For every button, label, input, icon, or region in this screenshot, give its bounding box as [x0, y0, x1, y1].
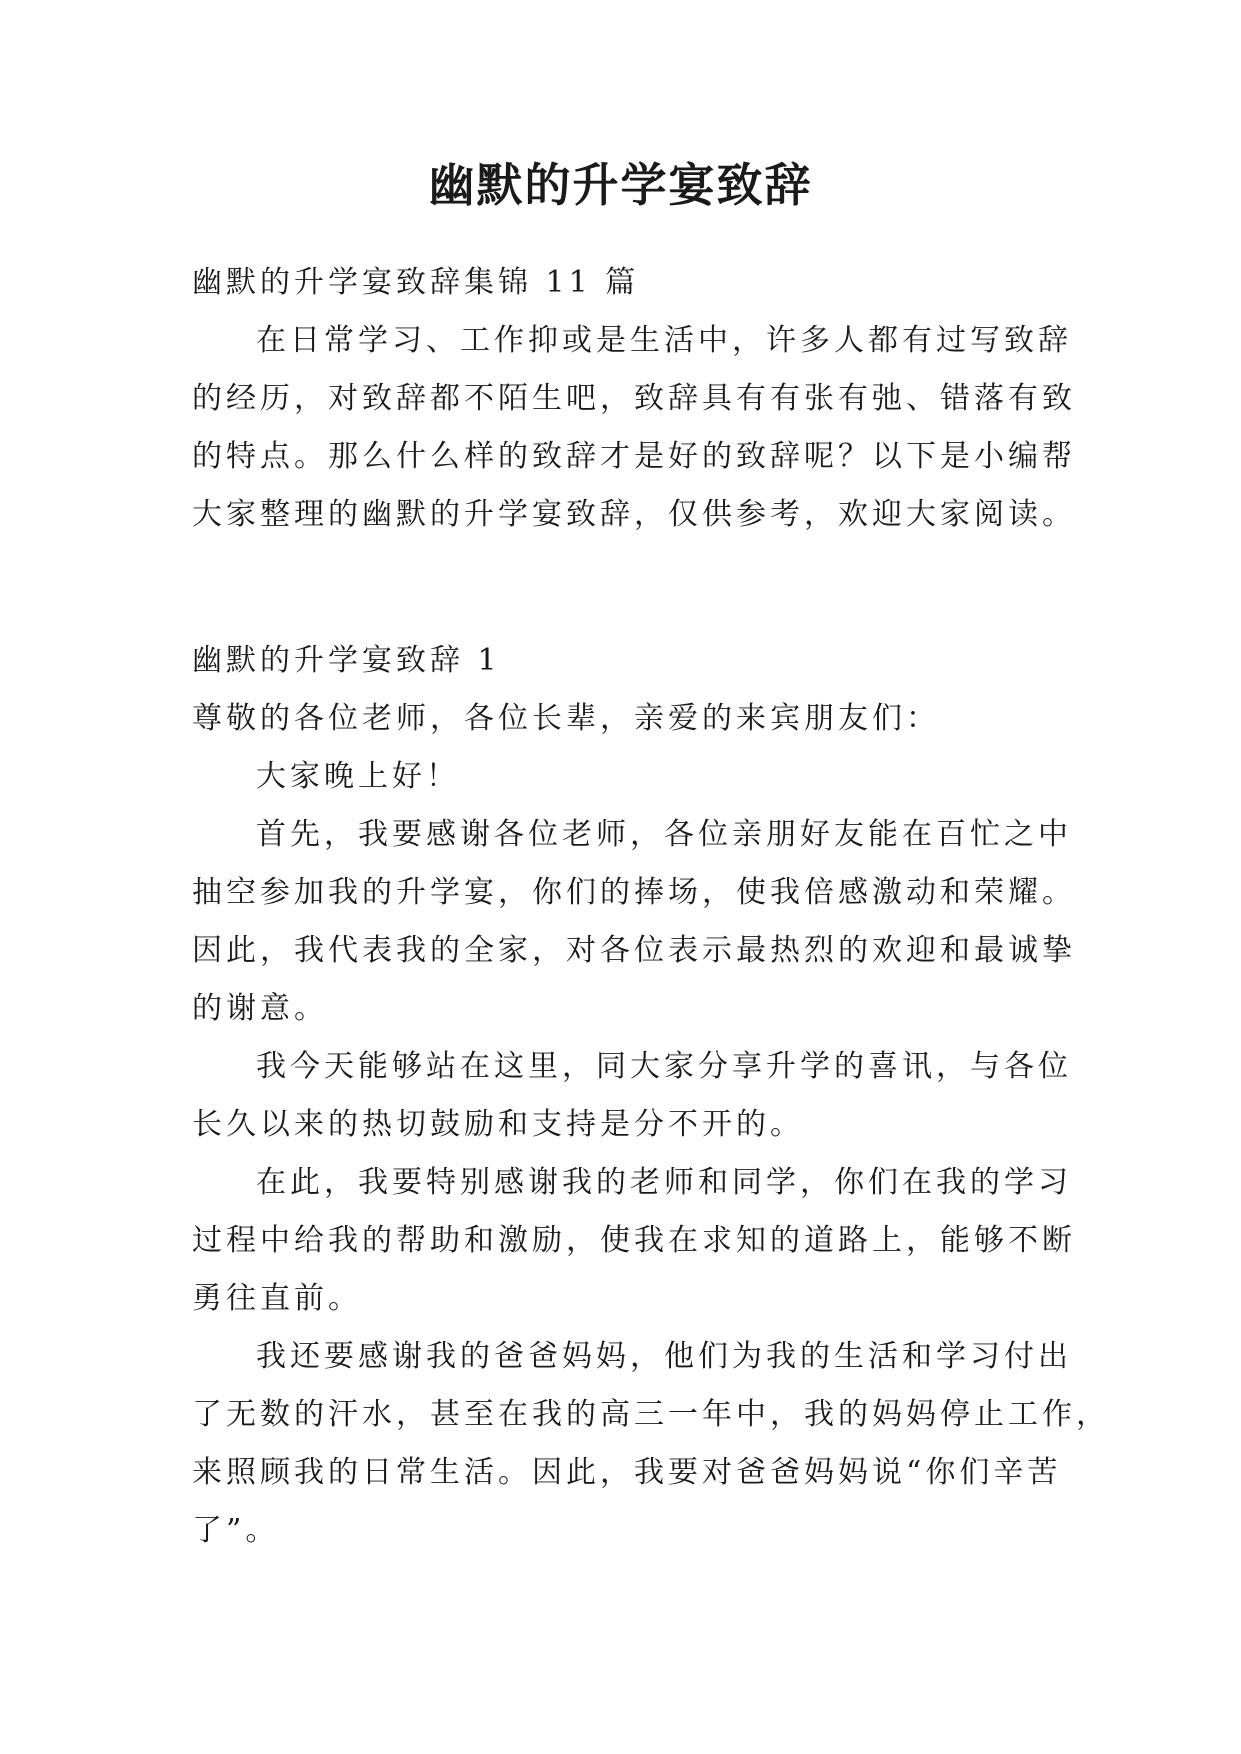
para4-line-4: 了”。 — [192, 1513, 280, 1548]
document-title: 幽默的升学宴致辞 — [428, 158, 813, 212]
para4-line-3: 来照顾我的日常生活。因此，我要对爸爸妈妈说“你们辛苦 — [192, 1455, 1062, 1490]
section-heading: 幽默的升学宴致辞 1 — [192, 643, 501, 678]
intro-line-2: 的经历，对致辞都不陌生吧，致辞具有有张有弛、错落有致 — [192, 381, 1076, 416]
salutation: 尊敬的各位老师，各位长辈，亲爱的来宾朋友们： — [192, 701, 940, 736]
section-1 — [192, 632, 1110, 1560]
para4-line-2: 了无数的汗水，甚至在我的高三一年中，我的妈妈停止工作， — [192, 1397, 1110, 1432]
para2-line-1: 我今天能够站在这里，同大家分享升学的喜讯，与各位 — [256, 1049, 1072, 1084]
para1-line-1: 首先，我要感谢各位老师，各位亲朋好友能在百忙之中 — [256, 817, 1072, 852]
intro-line-4: 大家整理的幽默的升学宴致辞，仅供参考，欢迎大家阅读。 — [192, 497, 1076, 532]
para3-line-2: 过程中给我的帮助和激励，使我在求知的道路上，能够不断 — [192, 1223, 1076, 1258]
intro-line-1: 在日常学习、工作抑或是生活中，许多人都有过写致辞 — [256, 323, 1072, 358]
subtitle: 幽默的升学宴致辞集锦 11 篇 — [192, 265, 640, 300]
para1-line-3: 因此，我代表我的全家，对各位表示最热烈的欢迎和最诚挚 — [192, 933, 1076, 968]
para2-line-2: 长久以来的热切鼓励和支持是分不开的。 — [192, 1107, 804, 1142]
para4-line-1: 我还要感谢我的爸爸妈妈，他们为我的生活和学习付出 — [256, 1339, 1072, 1374]
intro-line-3: 的特点。那么什么样的致辞才是好的致辞呢？以下是小编帮 — [192, 439, 1076, 474]
para3-line-3: 勇往直前。 — [192, 1281, 362, 1316]
para1-line-2: 抽空参加我的升学宴，你们的捧场，使我倍感激动和荣耀。 — [192, 875, 1076, 910]
greeting: 大家晚上好！ — [256, 759, 460, 794]
para1-line-4: 的谢意。 — [192, 991, 328, 1026]
intro-block — [192, 254, 1076, 544]
para3-line-1: 在此，我要特别感谢我的老师和同学，你们在我的学习 — [256, 1165, 1072, 1200]
